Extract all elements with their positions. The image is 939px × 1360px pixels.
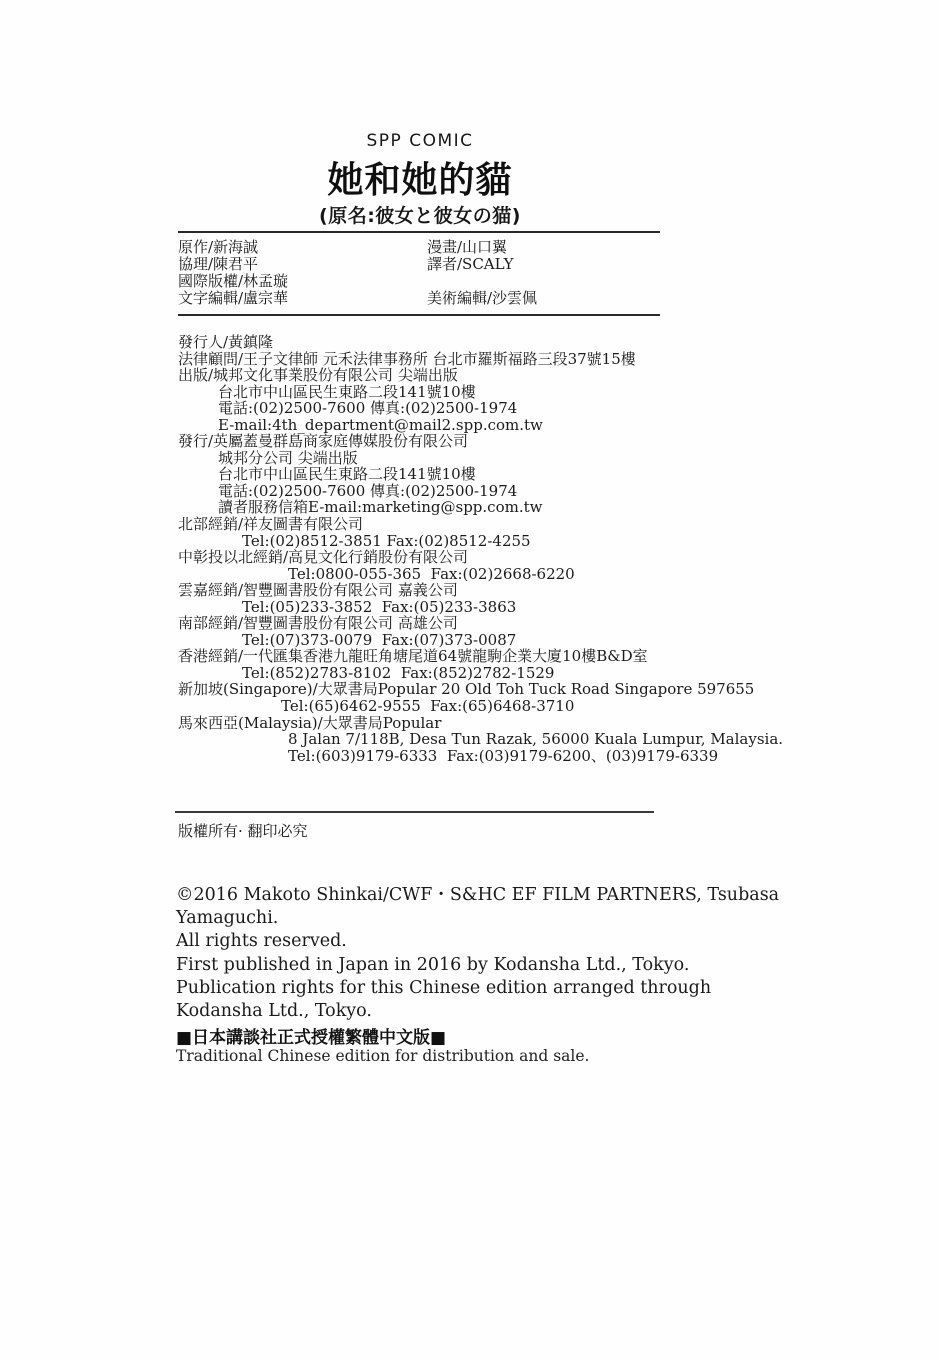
malaysia-tel-line: Tel:(603)9179-6333 Fax:(03)9179-6200、(03)9179-6339: [288, 746, 719, 765]
north-distributor-tel-line: Tel:(02)8512-3851 Fax:(02)8512-4255: [242, 531, 531, 550]
singapore-distributor-tel-line: Tel:(65)6462-9555 Fax:(65)6468-3710: [281, 697, 575, 716]
publisher-company-line: 出版/城邦文化事業股份有限公司 尖端出版: [178, 366, 458, 385]
yunjia-distributor-line: 雲嘉經銷/智豐圖書股份有限公司 嘉義公司: [178, 581, 458, 600]
south-distributor-line: 南部經銷/智豐圖書股份有限公司 高雄公司: [178, 614, 458, 633]
central-distributor-line: 中彰投以北經銷/高見文化行銷股份有限公司: [178, 548, 469, 567]
credit-text-editor: 文字編輯/盧宗華: [178, 288, 289, 307]
central-distributor-tel-line: Tel:0800-055-365 Fax:(02)2668-6220: [288, 564, 575, 583]
credit-coordinator: 協理/陳君平: [178, 254, 259, 273]
publisher-phone-line: 電話:(02)2500-7600 傳真:(02)2500-1974: [218, 399, 518, 418]
authorization-subtext: Traditional Chinese edition for distribution and sale.: [176, 1047, 590, 1065]
imprint-label: SPP COMIC: [366, 131, 474, 151]
copyright-line: All rights reserved.: [176, 931, 347, 952]
book-original-title: (原名:彼女と彼女の猫): [319, 205, 521, 227]
publication-info-block: [178, 333, 784, 765]
yunjia-distributor-tel-line: Tel:(05)233-3852 Fax:(05)233-3863: [242, 597, 517, 616]
credit-art-editor: 美術編輯/沙雲佩: [427, 288, 538, 307]
rights-reserved-notice: 版權所有· 翻印必究: [178, 822, 308, 840]
issuer-company-line: 發行/英屬蓋曼群島商家庭傳媒股份有限公司: [178, 432, 469, 451]
publisher-email-line: E-mail:4th_department@mail2.spp.com.tw: [218, 415, 543, 434]
credits-row: [178, 239, 660, 256]
copyright-line: ©2016 Makoto Shinkai/CWF・S&HC EF FILM PARTNERS, Tsubasa Yamaguchi.: [176, 885, 780, 929]
credits-row: [178, 290, 660, 307]
credits-table: [178, 231, 660, 316]
hongkong-distributor-line: 香港經銷/一代匯集香港九龍旺角塘尾道64號龍駒企業大廈10樓B&D室: [178, 647, 648, 666]
malaysia-address-line: 8 Jalan 7/118B, Desa Tun Razak, 56000 Kuala Lumpur, Malaysia.: [288, 730, 784, 749]
issuer-branch-line: 城邦分公司 尖端出版: [218, 448, 358, 467]
reader-service-email-line: 讀者服務信箱E-mail:marketing@spp.com.tw: [218, 498, 543, 517]
credit-translator: 譯者/SCALY: [427, 254, 514, 273]
issuer-address-line: 台北市中山區民生東路二段141號10樓: [218, 465, 476, 484]
credit-manga-artist: 漫畫/山口翼: [427, 238, 508, 256]
credit-empty: [427, 273, 660, 290]
singapore-distributor-line: 新加坡(Singapore)/大眾書局Popular 20 Old Toh Tuck Road Singapore 597655: [178, 680, 755, 699]
north-distributor-line: 北部經銷/祥友圖書有限公司: [178, 515, 364, 534]
issuer-phone-line: 電話:(02)2500-7600 傳真:(02)2500-1974: [218, 481, 518, 500]
book-title: 她和她的貓: [327, 160, 513, 201]
publisher-person-line: 發行人/黃鎮隆: [178, 333, 274, 351]
legal-advisor-line: 法律顧問/王子文律師 元禾法律事務所 台北市羅斯福路三段37號15樓: [178, 349, 636, 368]
copyright-block: [176, 884, 816, 1023]
credits-row: [178, 273, 660, 290]
copyright-line: Publication rights for this Chinese edition arranged through: [176, 977, 712, 998]
malaysia-distributor-line: 馬來西亞(Malaysia)/大眾書局Popular: [178, 713, 442, 732]
hongkong-distributor-tel-line: Tel:(852)2783-8102 Fax:(852)2782-1529: [242, 663, 555, 682]
horizontal-rule: [175, 811, 654, 813]
authorization-heading: ■日本講談社正式授權繁體中文版■: [176, 1028, 447, 1048]
credit-original-author: 原作/新海誠: [178, 238, 259, 256]
south-distributor-tel-line: Tel:(07)373-0079 Fax:(07)373-0087: [242, 630, 517, 649]
publisher-address-line: 台北市中山區民生東路二段141號10樓: [218, 382, 476, 401]
copyright-line: First published in Japan in 2016 by Kodansha Ltd., Tokyo.: [176, 954, 690, 975]
credits-row: [178, 256, 660, 273]
credit-international-rights: 國際版權/林孟璇: [178, 271, 289, 290]
copyright-line: Kodansha Ltd., Tokyo.: [176, 1001, 372, 1022]
